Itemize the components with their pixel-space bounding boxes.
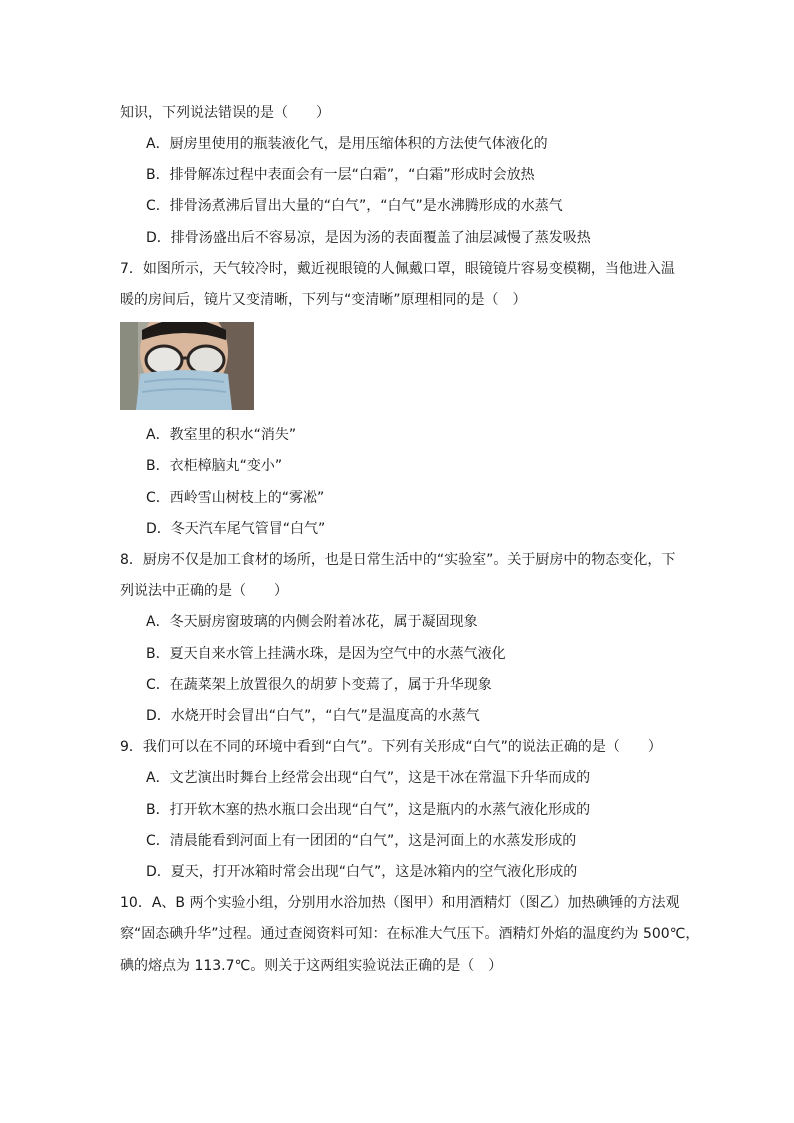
question-6-stem-tail: 知识，下列说法错误的是（ ）: [120, 105, 330, 121]
question-7-stem-line-1: 7．如图所示，天气较冷时，戴近视眼镜的人佩戴口罩，眼镜镜片容易变模糊，当他进入温: [120, 261, 675, 277]
question-6-option-a: A．厨房里使用的瓶装液化气，是用压缩体积的方法使气体液化的: [146, 136, 548, 152]
question-7-stem-line-2: 暖的房间后，镜片又变清晰，下列与“变清晰”原理相同的是（ ）: [120, 292, 527, 308]
question-8-option-d: D．水烧开时会冒出“白气”，“白气”是温度高的水蒸气: [146, 708, 480, 724]
question-10-stem-line-2: 察“固态碘升华”过程。通过查阅资料可知：在标准大气压下。酒精灯外焰的温度约为 500℃，: [120, 926, 700, 942]
question-7-option-b: B．衣柜樟脑丸“变小”: [146, 458, 283, 474]
question-7-option-c: C．西岭雪山树枝上的“雾凇”: [146, 490, 325, 506]
question-8-stem-line-1: 8．厨房不仅是加工食材的场所，也是日常生活中的“实验室”。关于厨房中的物态变化，下: [120, 552, 676, 568]
question-9-option-b: B．打开软木塞的热水瓶口会出现“白气”，这是瓶内的水蒸气液化形成的: [146, 802, 591, 818]
question-8-stem-line-2: 列说法中正确的是（ ）: [120, 583, 288, 599]
question-7-option-a: A．教室里的积水“消失”: [146, 427, 297, 443]
question-6-option-b: B．排骨解冻过程中表面会有一层“白霜”，“白霜”形成时会放热: [146, 167, 535, 183]
question-6-option-d: D．排骨汤盛出后不容易凉，是因为汤的表面覆盖了油层减慢了蒸发吸热: [146, 230, 591, 246]
question-9-option-d: D．夏天，打开冰箱时常会出现“白气”，这是冰箱内的空气液化形成的: [146, 864, 578, 880]
question-10-stem-line-1: 10．A、B 两个实验小组，分别用水浴加热（图甲）和用酒精灯（图乙）加热碘锤的方法观: [120, 895, 680, 911]
question-9-option-c: C．清晨能看到河面上有一团团的“白气”，这是河面上的水蒸发形成的: [146, 833, 577, 849]
question-6-option-c: C．排骨汤煮沸后冒出大量的“白气”，“白气”是水沸腾形成的水蒸气: [146, 198, 563, 214]
question-10-stem-line-3: 碘的熔点为 113.7℃。则关于这两组实验说法正确的是（ ）: [120, 958, 503, 974]
question-8-option-c: C．在蔬菜架上放置很久的胡萝卜变蔫了，属于升华现象: [146, 677, 492, 693]
question-9-stem: 9．我们可以在不同的环境中看到“白气”。下列有关形成“白气”的说法正确的是（ ）: [120, 739, 662, 755]
question-8-option-a: A．冬天厨房窗玻璃的内侧会附着冰花，属于凝固现象: [146, 614, 478, 630]
question-8-option-b: B．夏天自来水管上挂满水珠，是因为空气中的水蒸气液化: [146, 646, 506, 662]
question-7-option-d: D．冬天汽车尾气管冒“白气”: [146, 521, 326, 537]
glasses-mask-photo: [120, 322, 254, 410]
question-9-option-a: A．文艺演出时舞台上经常会出现“白气”，这是干冰在常温下升华而成的: [146, 770, 591, 786]
